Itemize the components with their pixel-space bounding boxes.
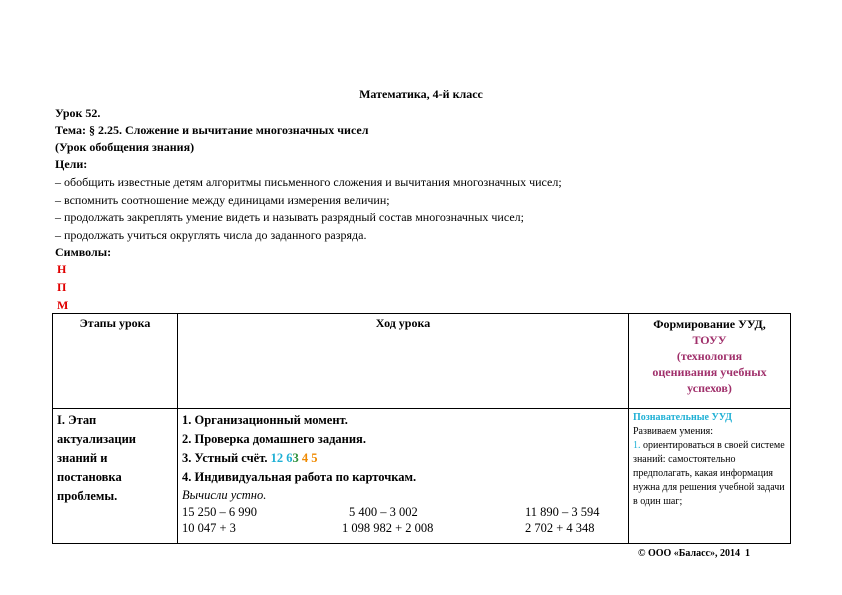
stage-cell	[53, 409, 178, 544]
uud-cell	[629, 409, 791, 544]
document-title: Математика, 4-й класс	[359, 87, 483, 101]
uud-skill-1	[633, 439, 786, 509]
page-number: 1	[745, 548, 750, 559]
item-organizational: 1. Организационный момент.	[182, 413, 348, 427]
header-course	[178, 314, 629, 409]
course-cell	[178, 409, 629, 544]
goal-2: – вспомнить соотношение между единицами измерения величин;	[55, 193, 390, 207]
expression: 2 702 + 4 348	[525, 521, 595, 535]
mental-count-label: 3. Устный счёт.	[182, 451, 268, 465]
symbol-p: П	[57, 280, 67, 294]
header-uud-line4: оценивания учебных	[652, 365, 767, 379]
header-uud-line2: ТОУУ	[692, 333, 727, 347]
item-mental-count	[182, 449, 624, 468]
table-header-row	[53, 314, 791, 409]
expression-row	[182, 504, 624, 520]
digit-1: 1	[270, 451, 277, 465]
goal-1: – обобщить известные детям алгоритмы письменного сложения и вычитания многозначных чисел;	[55, 175, 562, 189]
expression: 5 400 – 3 002	[349, 505, 418, 519]
goal-3: – продолжать закреплять умение видеть и называть разрядный состав многозначных чисел;	[55, 210, 524, 224]
header-uud	[629, 314, 791, 409]
uud-skill-number: 1.	[633, 440, 641, 451]
uud-title: Познавательные УУД	[633, 412, 733, 423]
expression-row	[182, 520, 624, 536]
stage-line: актуализации	[57, 432, 136, 446]
stage-line: постановка	[57, 470, 122, 484]
uud-skill-text: ориентироваться в своей системе знаний: самостоятельно предполагать, какая информация нужна для решения учебной задачи в один шаг;	[633, 440, 785, 507]
digit-3: 3	[292, 451, 299, 465]
lesson-topic: Тема: § 2.25. Сложение и вычитание многозначных чисел	[55, 123, 369, 137]
item-homework-check: 2. Проверка домашнего задания.	[182, 432, 366, 446]
goals-label: Цели:	[55, 157, 88, 171]
header-stages	[53, 314, 178, 409]
table-row	[53, 409, 791, 544]
lesson-type: (Урок обобщения знания)	[55, 140, 195, 154]
lesson-number: Урок 52.	[55, 106, 101, 120]
lesson-table	[52, 313, 791, 544]
instruction: Вычисли устно.	[182, 488, 267, 502]
digit-6: 6	[286, 451, 293, 465]
footer	[638, 548, 750, 559]
header-uud-line1: Формирование УУД,	[653, 317, 766, 331]
symbol-n: Н	[57, 262, 67, 276]
stage-line: знаний и	[57, 451, 108, 465]
digit-2: 2	[276, 451, 284, 465]
expression: 15 250 – 6 990	[182, 505, 257, 519]
header-course-label: Ход урока	[375, 316, 431, 330]
header-stages-label: Этапы урока	[79, 316, 151, 330]
goal-4: – продолжать учиться округлять числа до заданного разряда.	[55, 228, 367, 242]
expression: 11 890 – 3 594	[525, 505, 600, 519]
symbols-label: Символы:	[55, 245, 112, 259]
stage-line: I. Этап	[57, 413, 97, 427]
item-card-work: 4. Индивидуальная работа по карточкам.	[182, 470, 417, 484]
uud-intro: Развиваем умения:	[633, 426, 714, 437]
expression: 1 098 982 + 2 008	[342, 521, 434, 535]
stage-line: проблемы.	[57, 489, 118, 503]
symbol-m: М	[57, 298, 69, 312]
header-uud-line3: (технология	[676, 349, 743, 363]
expression: 10 047 + 3	[182, 521, 236, 535]
digit-5: 5	[311, 451, 318, 465]
copyright: © ООО «Баласс», 2014	[638, 548, 740, 559]
header-uud-line5: успехов)	[687, 381, 732, 395]
digit-4: 4	[301, 451, 309, 465]
